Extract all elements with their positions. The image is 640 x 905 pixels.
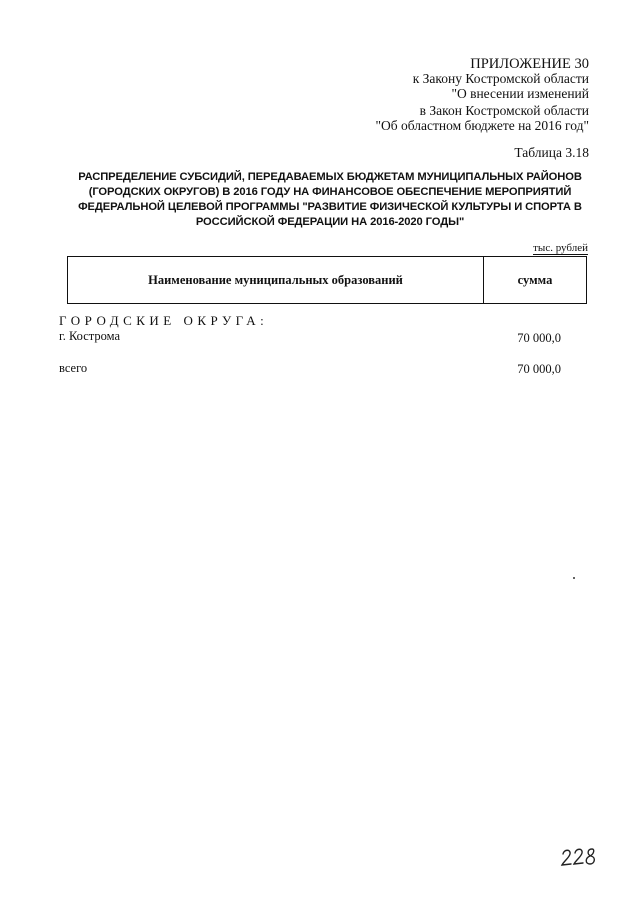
row-value: 70 000,0 bbox=[517, 331, 561, 345]
amendment-title: "О внесении изменений bbox=[451, 86, 589, 101]
row-value: 70 000,0 bbox=[517, 362, 561, 376]
column-header-sum: сумма bbox=[517, 272, 553, 287]
appendix-number: ПРИЛОЖЕНИЕ 30 bbox=[470, 56, 589, 72]
column-header-name: Наименование муниципальных образований bbox=[68, 257, 484, 303]
stray-mark bbox=[573, 577, 575, 579]
document-title: РАСПРЕДЕЛЕНИЕ СУБСИДИЙ, ПЕРЕДАВАЕМЫХ БЮДЖЕТАМ МУНИЦИПАЛЬНЫХ РАЙОНОВ (ГОРОДСКИХ ОКРУГОВ) В 2016 ГОДУ НА ФИНАНСОВОЕ ОБЕСПЕЧЕНИЕ МЕРОПРИЯТИЙ ФЕДЕРАЛЬНОЙ ЦЕЛЕВОЙ ПРОГРАММЫ "РАЗВИТИЕ ФИЗИЧЕСКОЙ КУЛЬТУРЫ И СПОРТА В РОССИЙСКОЙ ФЕДЕРАЦИИ НА 2016-2020 ГОДЫ" bbox=[78, 171, 582, 228]
handwritten-page-number bbox=[560, 845, 604, 874]
law-reference: к Закону Костромской области bbox=[412, 71, 589, 86]
row-name: всего bbox=[59, 361, 88, 375]
table-reference: Таблица 3.18 bbox=[514, 145, 589, 160]
units-label: тыс. рублей bbox=[533, 242, 588, 254]
table-header bbox=[67, 256, 587, 304]
budget-law-title: "Об областном бюджете на 2016 год" bbox=[375, 118, 589, 133]
row-name: г. Кострома bbox=[59, 329, 121, 343]
law-reference-2: в Закон Костромской области bbox=[419, 103, 589, 118]
group-title: ГОРОДСКИЕ ОКРУГА: bbox=[59, 313, 269, 328]
